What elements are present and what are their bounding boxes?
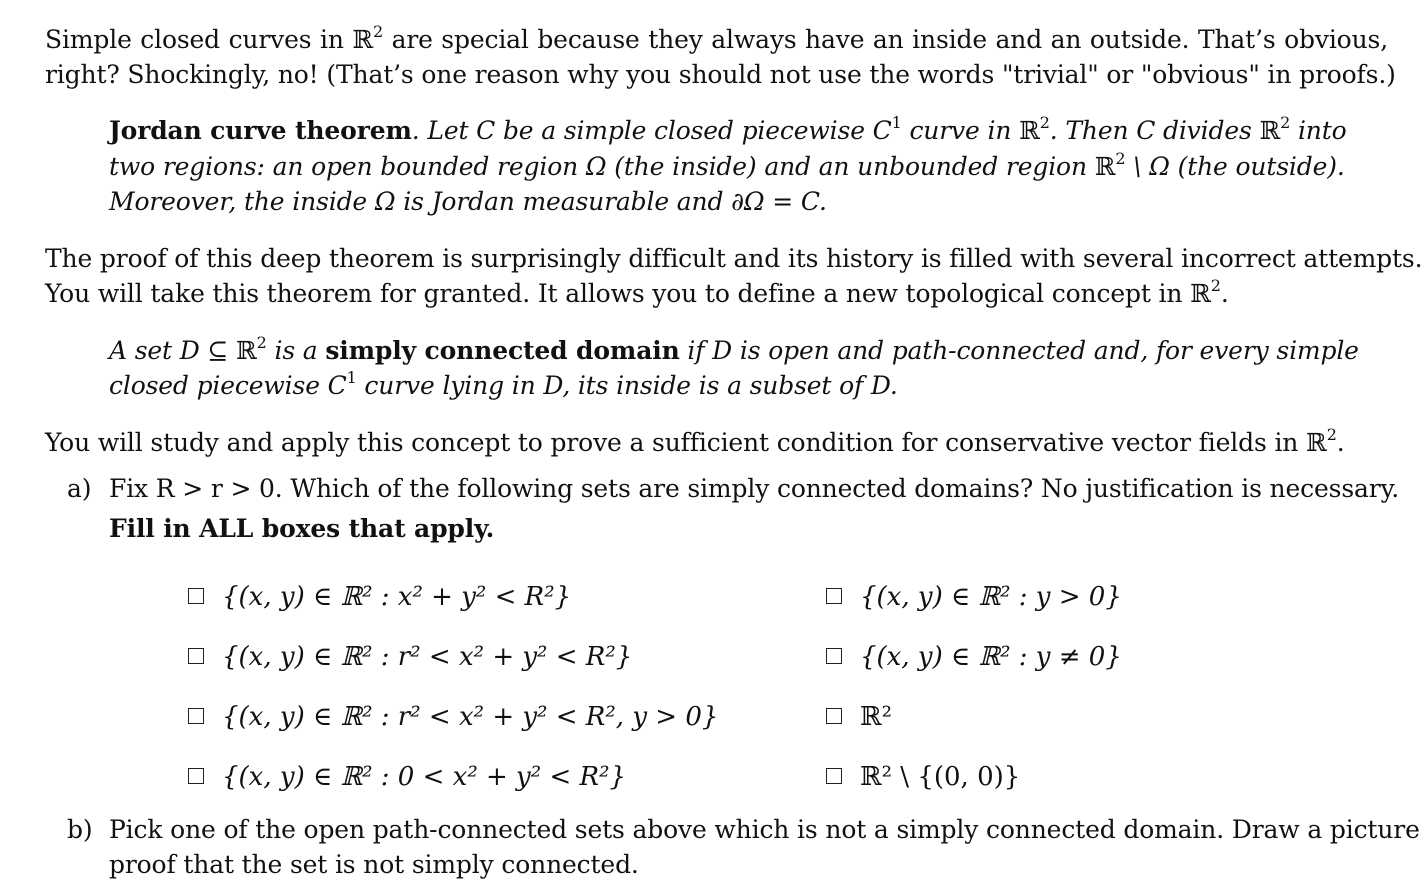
intro-line-1: Simple closed curves in ℝ$^2$ are special because they always have an inside and an outside. That’s obvious,	[45, 21, 1388, 54]
option-plane-minus-axis: {(x, y) ∈ ℝ² : y ≠ 0}	[826, 642, 1122, 672]
option-whole-plane: ℝ²	[826, 702, 892, 732]
para2-line-1: The proof of this deep theorem is surprisingly difficult and its history is filled with several incorrect attempts.	[45, 244, 1423, 273]
option-whole-plane-checkbox[interactable]	[826, 708, 842, 724]
option-upper-half-plane-checkbox[interactable]	[826, 588, 842, 604]
option-punctured-plane-checkbox[interactable]	[826, 768, 842, 784]
part-b-line-2: proof that the set is not simply connected.	[109, 850, 639, 879]
theorem-line-1: Jordan curve theorem. Let C be a simple closed piecewise $C^1$ curve in ℝ$^2$. Then C divides ℝ$^2$ into	[109, 112, 1347, 145]
definition-line-1: A set D ⊆ ℝ$^2$ is a simply connected domain if D is open and path-connected and, for every simple	[109, 332, 1359, 365]
option-annulus-checkbox[interactable]	[188, 648, 204, 664]
definition-line-2: closed piecewise $C^1$ curve lying in D, its inside is a subset of D.	[109, 367, 898, 400]
part-b-label: b)	[67, 815, 93, 844]
para2-line-2: You will take this theorem for granted. It allows you to define a new topological concept in ℝ$^2$.	[45, 275, 1229, 308]
option-punctured-disk-checkbox[interactable]	[188, 768, 204, 784]
option-annulus: {(x, y) ∈ ℝ² : r² < x² + y² < R²}	[188, 642, 632, 672]
part-a-question: Fix R > r > 0. Which of the following sets are simply connected domains? No justification is necessary.	[109, 474, 1400, 503]
option-half-annulus: {(x, y) ∈ ℝ² : r² < x² + y² < R², y > 0}	[188, 702, 718, 732]
part-a-label: a)	[67, 474, 92, 503]
reals-symbol: ℝ	[352, 25, 373, 54]
option-plane-minus-axis-checkbox[interactable]	[826, 648, 842, 664]
theorem-title: Jordan curve theorem	[109, 116, 412, 145]
theorem-line-2: two regions: an open bounded region Ω (the inside) and an unbounded region ℝ$^2$ \ Ω (the outside).	[109, 148, 1345, 181]
theorem-line-3: Moreover, the inside Ω is Jordan measurable and ∂Ω = C.	[109, 187, 827, 216]
option-disk-checkbox[interactable]	[188, 588, 204, 604]
option-punctured-disk: {(x, y) ∈ ℝ² : 0 < x² + y² < R²}	[188, 762, 626, 792]
option-punctured-plane: ℝ² \ {(0, 0)}	[826, 762, 1020, 792]
option-upper-half-plane: {(x, y) ∈ ℝ² : y > 0}	[826, 582, 1122, 612]
para3-line: You will study and apply this concept to prove a sufficient condition for conservative vector fields in ℝ$^2$.	[45, 424, 1345, 457]
intro-line-2: right? Shockingly, no! (That’s one reason why you should not use the words "trivial" or "obvious" in proofs.)	[45, 60, 1396, 89]
part-b-line-1: Pick one of the open path-connected sets above which is not a simply connected domain. Draw a picture	[109, 815, 1420, 844]
option-disk: {(x, y) ∈ ℝ² : x² + y² < R²}	[188, 582, 571, 612]
option-half-annulus-checkbox[interactable]	[188, 708, 204, 724]
part-a-instruction: Fill in ALL boxes that apply.	[109, 514, 495, 543]
definition-term: simply connected domain	[325, 336, 680, 365]
